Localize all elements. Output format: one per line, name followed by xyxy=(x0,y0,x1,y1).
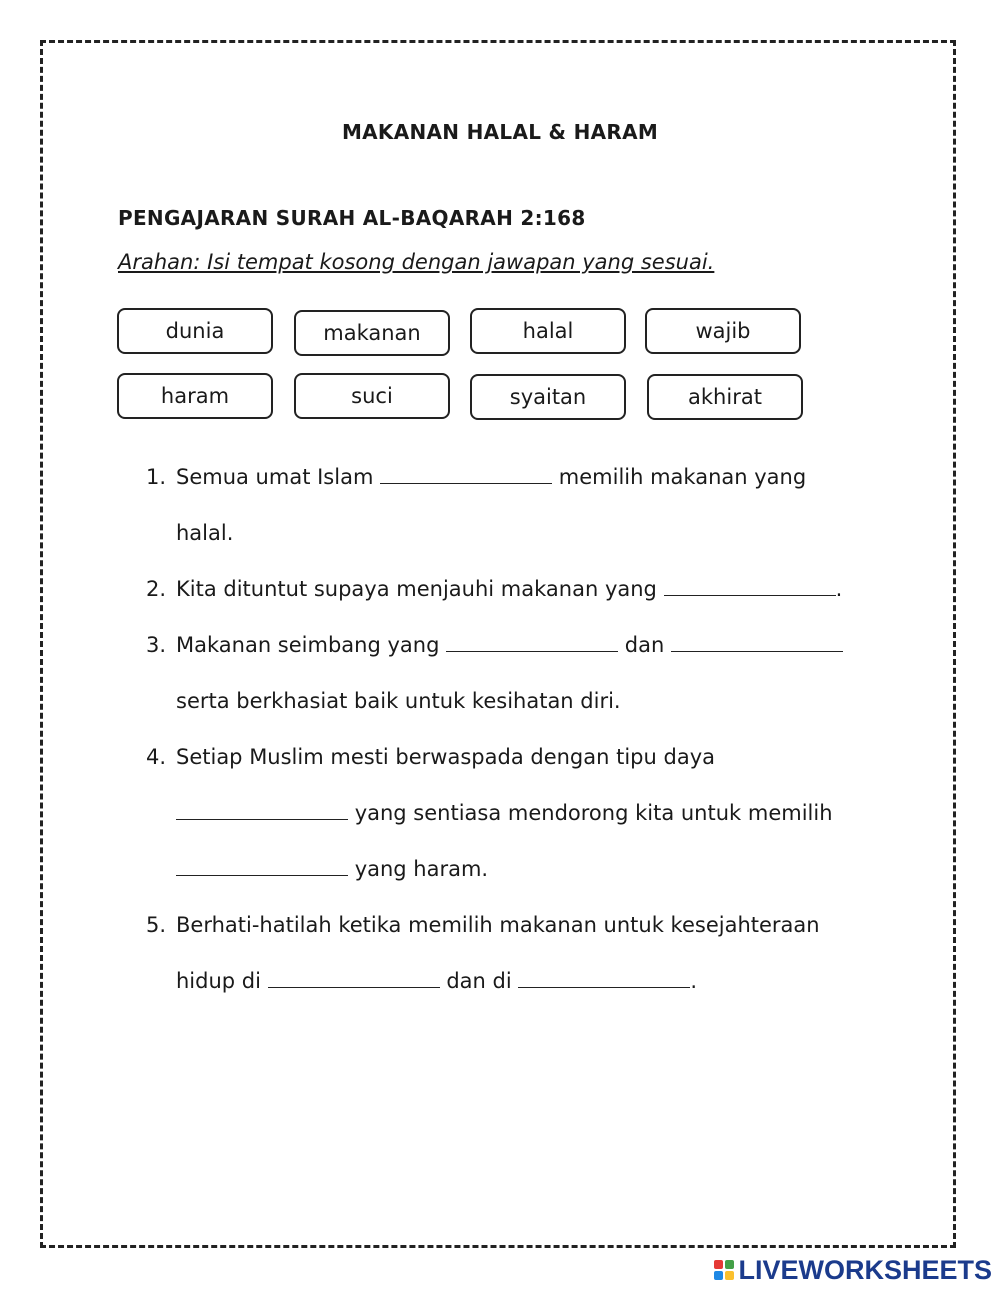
word-bank-item: wajib xyxy=(645,308,801,354)
answer-blank[interactable] xyxy=(446,633,618,652)
question-text: Makanan seimbang yang xyxy=(176,633,440,657)
answer-blank[interactable] xyxy=(671,633,843,652)
liveworksheets-logo xyxy=(714,1255,992,1285)
question-number: 4. xyxy=(146,745,167,769)
logo-grid-icon xyxy=(714,1260,734,1280)
logo-text: LIVEWORKSHEETS xyxy=(738,1254,992,1285)
question-text: Kita dituntut supaya menjauhi makanan yang xyxy=(176,577,657,601)
question-text: dan xyxy=(624,633,665,657)
word-bank-item: suci xyxy=(294,373,450,419)
answer-blank[interactable] xyxy=(380,465,552,484)
answer-blank[interactable] xyxy=(176,801,348,820)
logo-cell xyxy=(714,1271,723,1280)
worksheet-title: MAKANAN HALAL & HARAM xyxy=(341,120,659,144)
answer-blank[interactable] xyxy=(268,969,440,988)
question-1-line-2: halal. xyxy=(176,521,234,545)
answer-blank[interactable] xyxy=(664,577,836,596)
word-bank-item: haram xyxy=(117,373,273,419)
word-bank-item: dunia xyxy=(117,308,273,354)
word-bank-item: halal xyxy=(470,308,626,354)
question-text: yang haram. xyxy=(354,857,489,881)
question-text: hidup di xyxy=(176,969,261,993)
instruction-text: Arahan: Isi tempat kosong dengan jawapan yang sesuai. xyxy=(118,250,715,274)
question-4-line-3 xyxy=(176,857,488,881)
logo-cell xyxy=(725,1271,734,1280)
answer-blank[interactable] xyxy=(176,857,348,876)
logo-cell xyxy=(725,1260,734,1269)
question-4-line-2 xyxy=(176,801,833,825)
question-1-line-1 xyxy=(176,465,806,489)
answer-blank[interactable] xyxy=(518,969,690,988)
question-2-line-1 xyxy=(176,577,842,601)
question-3-line-1 xyxy=(176,633,843,657)
question-5-line-1: Berhati-hatilah ketika memilih makanan untuk kesejahteraan xyxy=(176,913,820,937)
word-bank-item: makanan xyxy=(294,310,450,356)
question-number: 3. xyxy=(146,633,167,657)
worksheet-subtitle: PENGAJARAN SURAH AL-BAQARAH 2:168 xyxy=(118,206,586,230)
word-bank-item: syaitan xyxy=(470,374,626,420)
word-bank-item: akhirat xyxy=(647,374,803,420)
question-text: . xyxy=(690,969,698,993)
question-number: 5. xyxy=(146,913,167,937)
logo-cell xyxy=(714,1260,723,1269)
question-5-line-2 xyxy=(176,969,697,993)
question-text: Semua umat Islam xyxy=(176,465,374,489)
question-number: 1. xyxy=(146,465,167,489)
question-3-line-2: serta berkhasiat baik untuk kesihatan diri. xyxy=(176,689,621,713)
question-number: 2. xyxy=(146,577,167,601)
question-4-line-1: Setiap Muslim mesti berwaspada dengan tipu daya xyxy=(176,745,715,769)
question-text: dan di xyxy=(446,969,512,993)
question-text: memilih makanan yang xyxy=(558,465,807,489)
question-text: . xyxy=(835,577,843,601)
question-text: yang sentiasa mendorong kita untuk memilih xyxy=(354,801,833,825)
